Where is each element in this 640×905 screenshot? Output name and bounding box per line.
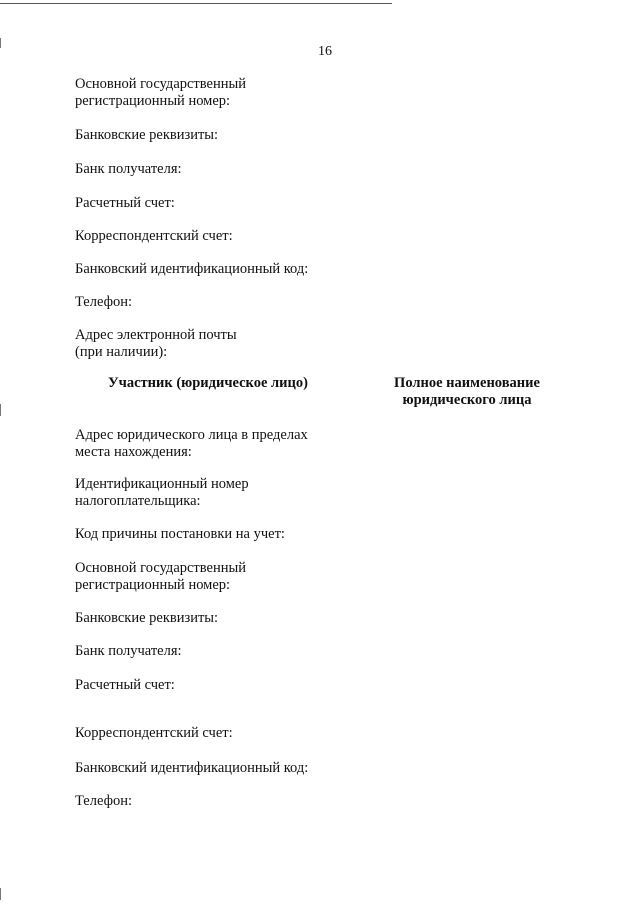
field-ogrn-line-2: регистрационный номер: [75, 93, 231, 109]
scan-edge-line [0, 3, 392, 4]
scan-edge-mark [0, 888, 1, 900]
field-settlement-account: Расчетный счет: [75, 195, 175, 211]
field-legal-address-line-2: места нахождения: [75, 444, 192, 460]
field-settlement-account-2: Расчетный счет: [75, 677, 175, 693]
field-correspondent-account: Корреспондентский счет: [75, 228, 233, 244]
field-recipient-bank: Банк получателя: [75, 161, 182, 177]
field-legal-address-line-1: Адрес юридического лица в пределах [75, 427, 308, 443]
field-ogrn [75, 76, 246, 110]
field-ogrn-2 [75, 560, 246, 594]
field-ogrn-2-line-1: Основной государственный [75, 560, 246, 576]
scan-edge-mark [0, 38, 1, 48]
full-name-heading-line-2: юридического лица [402, 392, 532, 408]
field-phone-2: Телефон: [75, 793, 133, 809]
full-name-heading-line-1: Полное наименование [394, 375, 540, 391]
field-bank-details: Банковские реквизиты: [75, 127, 219, 143]
field-inn-line-2: налогоплательщика: [75, 493, 201, 509]
field-ogrn-2-line-2: регистрационный номер: [75, 577, 231, 593]
participant-heading: Участник (юридическое лицо) [108, 375, 308, 391]
field-email-line-1: Адрес электронной почты [75, 327, 237, 343]
field-email [75, 327, 237, 361]
field-inn [75, 476, 249, 510]
full-name-heading [378, 375, 556, 409]
field-inn-line-1: Идентификационный номер [75, 476, 249, 492]
field-legal-address [75, 427, 308, 461]
field-recipient-bank-2: Банк получателя: [75, 643, 182, 659]
field-kpp: Код причины постановки на учет: [75, 526, 285, 542]
field-phone: Телефон: [75, 294, 133, 310]
page-number: 16 [318, 44, 332, 59]
field-ogrn-line-1: Основной государственный [75, 76, 246, 92]
field-bik: Банковский идентификационный код: [75, 261, 309, 277]
field-bank-details-2: Банковские реквизиты: [75, 610, 219, 626]
field-correspondent-account-2: Корреспондентский счет: [75, 725, 233, 741]
scan-edge-mark [0, 404, 1, 416]
field-bik-2: Банковский идентификационный код: [75, 760, 309, 776]
field-email-line-2: (при наличии): [75, 344, 168, 360]
